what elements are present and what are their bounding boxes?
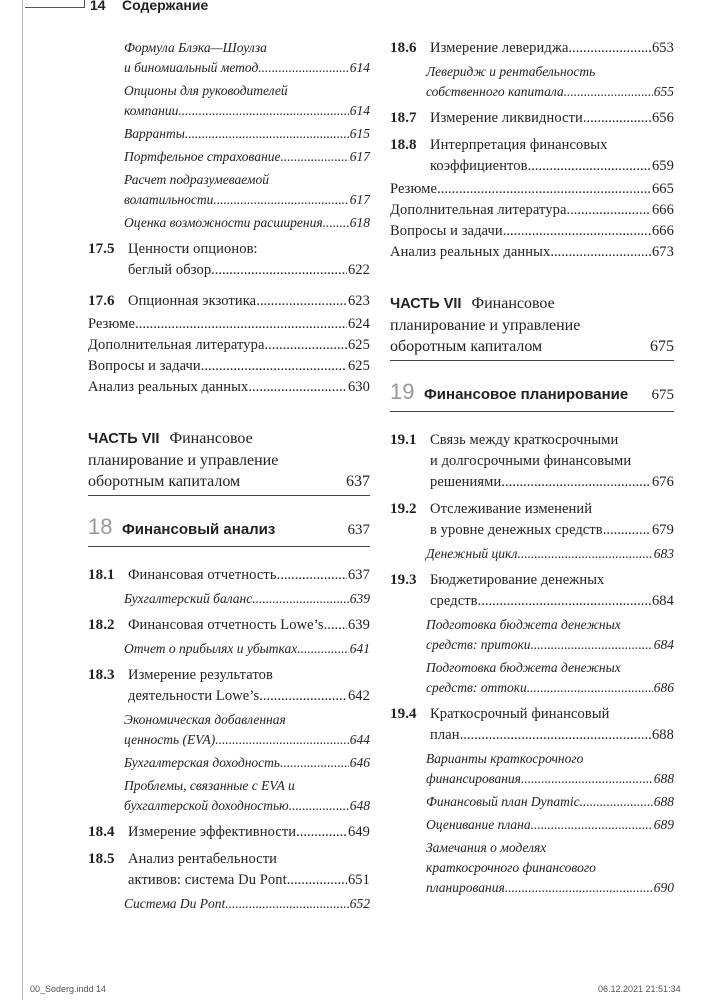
- section-title: Измерение эффективности: [128, 824, 297, 840]
- page-ref: 679: [651, 522, 674, 538]
- subsection-title: Отчет о прибылях и убытках: [124, 641, 298, 656]
- section-number: 18.1: [88, 567, 115, 583]
- subsection-title-line: Экономическая добавленная: [124, 712, 286, 727]
- section-number: 18.3: [88, 667, 115, 683]
- page-ref: 625: [347, 358, 370, 374]
- chapter-page: 675: [651, 387, 674, 403]
- page-ref: 656: [651, 110, 674, 126]
- page-number: 14: [90, 0, 106, 13]
- toc-section-19-1[interactable]: [390, 430, 674, 493]
- section-title-line: Бюджетирование денежных: [430, 572, 605, 588]
- page-ref: 689: [653, 817, 674, 832]
- section-title-line: Ценности опционов:: [128, 241, 258, 257]
- subsection-title: средств: оттоки: [426, 680, 527, 695]
- subsection-title: Система Du Pont: [124, 896, 226, 911]
- toc-subsection[interactable]: [390, 544, 674, 564]
- section-title: беглый обзор: [128, 262, 212, 278]
- page-ref: 686: [653, 680, 674, 695]
- page-ref: 688: [653, 794, 674, 809]
- chapter-17-end-matter: [88, 314, 370, 398]
- section-number: 18.6: [390, 40, 417, 56]
- toc-subsection[interactable]: [390, 62, 674, 102]
- toc-subsection[interactable]: [88, 147, 370, 167]
- page-ref: 615: [349, 126, 370, 141]
- section-title-line: Отслеживание изменений: [430, 501, 593, 517]
- chapter-title: Финансовый анализ: [122, 521, 276, 538]
- subsection-title-line: Варианты краткосрочного: [426, 751, 584, 766]
- header-rule: [25, 7, 85, 8]
- entry-title: Вопросы и задачи: [88, 358, 201, 374]
- section-title: Финансовая отчетность: [128, 567, 277, 583]
- page-ref: 625: [347, 337, 370, 353]
- subsection-title: бухгалтерской доходностью: [124, 798, 289, 813]
- toc-subsection[interactable]: [390, 792, 674, 812]
- page-ref: 676: [651, 474, 674, 490]
- entry-title: Резюме: [390, 181, 438, 197]
- chapter-heading-18[interactable]: [88, 514, 370, 547]
- toc-section-17-5[interactable]: [88, 239, 370, 281]
- part-page: 637: [346, 473, 370, 490]
- subsection-title: собственного капитала: [426, 84, 564, 99]
- toc-section-18-8[interactable]: [390, 135, 674, 177]
- toc-left-column: [88, 38, 370, 914]
- toc-subsection[interactable]: [88, 753, 370, 773]
- toc-section-19-4[interactable]: [390, 704, 674, 746]
- part-label: ЧАСТЬ VII: [390, 296, 462, 312]
- part-title-line3: оборотным капиталом: [88, 473, 241, 490]
- toc-end-matter-item[interactable]: [88, 377, 370, 398]
- part-page: 675: [650, 338, 674, 355]
- toc-subsection[interactable]: [88, 170, 370, 210]
- toc-section-17-6[interactable]: [88, 291, 370, 312]
- part-title-line3: оборотным капиталом: [390, 338, 543, 355]
- entry-title: Портфельное страхование: [124, 149, 281, 164]
- toc-end-matter-item[interactable]: [390, 179, 674, 200]
- toc-end-matter-item[interactable]: [390, 200, 674, 221]
- toc-section-18-4[interactable]: [88, 822, 370, 843]
- toc-subsection[interactable]: [390, 838, 674, 898]
- subsection-title-line: Расчет подразумеваемой: [124, 172, 270, 187]
- section-title: активов: система Du Pont: [128, 872, 287, 888]
- page-ref: 642: [347, 688, 370, 704]
- part-title-line1: Финансовое: [471, 295, 555, 312]
- part-title-line1: Финансовое: [169, 430, 253, 447]
- entry-title: Резюме: [88, 316, 136, 332]
- chapter-heading-19[interactable]: [390, 379, 674, 412]
- toc-section-19-2[interactable]: [390, 499, 674, 541]
- entry-title: Дополнительная литература: [390, 202, 567, 218]
- page-ref: 688: [653, 771, 674, 786]
- header-tick: [84, 0, 85, 8]
- toc-end-matter-item[interactable]: [390, 242, 674, 263]
- page-ref: 618: [349, 215, 370, 230]
- page-ref: 652: [349, 896, 370, 911]
- section-title: Измерение левериджа: [430, 40, 569, 56]
- section-title: решениями: [430, 474, 502, 490]
- page-ref: 651: [347, 872, 370, 888]
- part-label: ЧАСТЬ VII: [88, 431, 160, 447]
- page-ref: 684: [651, 593, 674, 609]
- section-number: 19.3: [390, 572, 417, 588]
- section-number: 18.2: [88, 617, 115, 633]
- section-title: Финансовая отчетность Lowe’s: [128, 617, 324, 633]
- chapter-page: 637: [347, 522, 370, 538]
- section-number: 19.4: [390, 706, 417, 722]
- entry-title: Вопросы и задачи: [390, 223, 503, 239]
- section-title-line: Интерпретация финансовых: [430, 137, 608, 153]
- section-title: деятельности Lowe’s: [128, 688, 260, 704]
- page-ref: 646: [349, 755, 370, 770]
- subsection-title: Оценивание плана: [426, 817, 531, 832]
- section-number: 17.6: [88, 293, 115, 309]
- page-ref: 648: [349, 798, 370, 813]
- part-title-line2: планирование и управление: [88, 452, 279, 469]
- page-ref: 666: [651, 202, 674, 218]
- section-number: 18.5: [88, 851, 115, 867]
- section-title: средств: [430, 593, 478, 609]
- page-ref: 622: [347, 262, 370, 278]
- subsection-title: ценность (EVA): [124, 732, 216, 747]
- subsection-title-line: Подготовка бюджета денежных: [426, 660, 621, 675]
- subsection-title-line: Опционы для руководителей: [124, 83, 288, 98]
- page-ref: 655: [653, 84, 674, 99]
- entry-title: компании: [124, 103, 179, 118]
- subsection-title-line: Проблемы, связанные с EVA и: [124, 778, 295, 793]
- page-ref: 614: [349, 60, 370, 75]
- toc-subsection[interactable]: [88, 776, 370, 816]
- toc-subsection[interactable]: [88, 589, 370, 609]
- toc-subsection[interactable]: [88, 710, 370, 750]
- toc-section-18-1[interactable]: [88, 565, 370, 586]
- page-ref: 683: [653, 546, 674, 561]
- subsection-title: Денежный цикл: [426, 546, 518, 561]
- toc-section-18-2[interactable]: [88, 615, 370, 636]
- part-heading: [88, 428, 370, 496]
- section-title: в уровне денежных средств: [430, 522, 603, 538]
- section-title-line: Анализ рентабельности: [128, 851, 278, 867]
- chapter-title: Финансовое планирование: [424, 386, 629, 403]
- toc-end-matter-item[interactable]: [88, 314, 370, 335]
- section-number: 17.5: [88, 241, 115, 257]
- toc-section-19-3[interactable]: [390, 570, 674, 612]
- toc-right-column: [390, 38, 674, 898]
- toc-section-18-3[interactable]: [88, 665, 370, 707]
- section-number: 18.7: [390, 110, 417, 126]
- section-title: коэффициентов: [430, 158, 528, 174]
- toc-section-18-7[interactable]: [390, 108, 674, 129]
- subsection-title-line: Замечания о моделях: [426, 840, 547, 855]
- subsection-title: средств: притоки: [426, 637, 531, 652]
- page-ref: 653: [651, 40, 674, 56]
- toc-subsection[interactable]: [88, 38, 370, 78]
- chapter-number: 18: [88, 514, 113, 539]
- toc-subsection[interactable]: [390, 815, 674, 835]
- part-title-line2: планирование и управление: [390, 317, 581, 334]
- page-ref: 617: [349, 149, 370, 164]
- section-number: 19.2: [390, 501, 417, 517]
- section-title-line: Краткосрочный финансовый: [430, 706, 610, 722]
- page-ref: 644: [349, 732, 370, 747]
- toc-subsection[interactable]: [88, 124, 370, 144]
- page-ref: 637: [347, 567, 370, 583]
- entry-title: Анализ реальных данных: [390, 244, 551, 260]
- chapter-18-end-matter: [390, 179, 674, 263]
- toc-end-matter-item[interactable]: [390, 221, 674, 242]
- page-ref: 666: [651, 223, 674, 239]
- page-ref: 614: [349, 103, 370, 118]
- subsection-title-line: краткосрочного финансового: [426, 860, 596, 875]
- footer-timestamp: 06.12.2021 21:51:34: [598, 984, 681, 994]
- toc-subsection[interactable]: [88, 213, 370, 233]
- toc-end-matter-item[interactable]: [88, 335, 370, 356]
- page-ref: 649: [347, 824, 370, 840]
- page-edge-line: [22, 0, 23, 1000]
- section-title-line: Связь между краткосрочными: [430, 432, 619, 448]
- toc-section-18-6[interactable]: [390, 38, 674, 59]
- section-title: Опционная экзотика: [128, 293, 257, 309]
- page-ref: 659: [651, 158, 674, 174]
- section-number: 18.8: [390, 137, 417, 153]
- section-number: 18.4: [88, 824, 115, 840]
- entry-title: и биномиальный метод: [124, 60, 259, 75]
- toc-subsection[interactable]: [390, 658, 674, 698]
- subsection-title: финансирования: [426, 771, 521, 786]
- toc-subsection[interactable]: [88, 639, 370, 659]
- subsection-title-line: Леверидж и рентабельность: [426, 64, 596, 79]
- entry-title: Анализ реальных данных: [88, 379, 249, 395]
- page-ref: 673: [651, 244, 674, 260]
- part-heading: [390, 293, 674, 361]
- subsection-title-line: Формула Блэка—Шоулза: [124, 40, 267, 55]
- running-title: Содержание: [122, 0, 209, 13]
- chapter-17-subsections: [88, 38, 370, 233]
- toc-end-matter-item[interactable]: [88, 356, 370, 377]
- footer-filename: 00_Soderg.indd 14: [30, 984, 107, 994]
- page-ref: 688: [651, 727, 674, 743]
- page-ref: 623: [347, 293, 370, 309]
- chapter-number: 19: [390, 379, 415, 404]
- page-ref: 639: [349, 591, 370, 606]
- section-title: план: [430, 727, 460, 743]
- subsection-title: Финансовый план Dynamic: [426, 794, 580, 809]
- entry-title: Варранты: [124, 126, 185, 141]
- subsection-title: планирования: [426, 880, 505, 895]
- section-title: Измерение ликвидности: [430, 110, 583, 126]
- toc-subsection[interactable]: [88, 81, 370, 121]
- entry-title: волатильности: [124, 192, 214, 207]
- page-ref: 639: [347, 617, 370, 633]
- entry-title: Дополнительная литература: [88, 337, 265, 353]
- page-ref: 665: [651, 181, 674, 197]
- section-title-line: и долгосрочными финансовыми: [430, 453, 632, 469]
- section-title-line: Измерение результатов: [128, 667, 273, 683]
- subsection-title-line: Подготовка бюджета денежных: [426, 617, 621, 632]
- subsection-title: Бухгалтерский баланс: [124, 591, 253, 606]
- page-ref: 617: [349, 192, 370, 207]
- page-ref: 624: [347, 316, 370, 332]
- entry-title: Оценка возможности расширения: [124, 215, 323, 230]
- section-number: 19.1: [390, 432, 417, 448]
- toc-subsection[interactable]: [390, 615, 674, 655]
- subsection-title: Бухгалтерская доходность: [124, 755, 281, 770]
- toc-subsection[interactable]: [88, 894, 370, 914]
- page-ref: 684: [653, 637, 674, 652]
- page-ref: 641: [349, 641, 370, 656]
- page-ref: 690: [653, 880, 674, 895]
- page-ref: 630: [347, 379, 370, 395]
- toc-subsection[interactable]: [390, 749, 674, 789]
- toc-section-18-5[interactable]: [88, 849, 370, 891]
